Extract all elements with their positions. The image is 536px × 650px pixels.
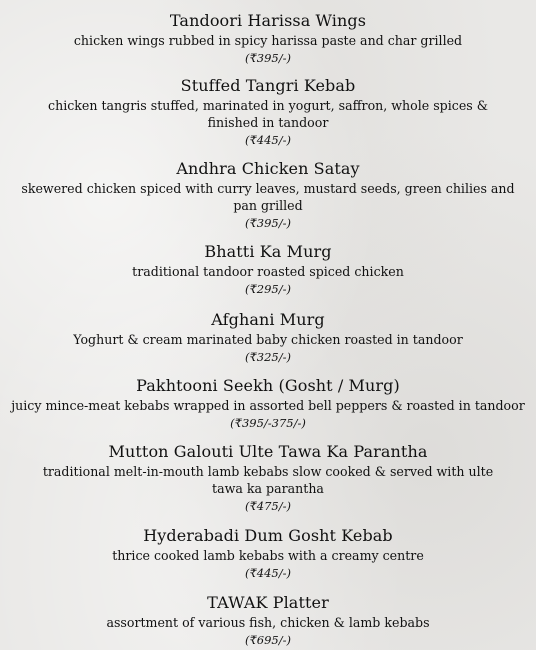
menu-item-andhra-chicken-satay — [0, 159, 536, 231]
dish-description: skewered chicken spiced with curry leaves, mustard seeds, green chilies and pan grilled — [21, 181, 515, 213]
dish-price: (₹445/-) — [245, 566, 291, 580]
dish-name: Hyderabadi Dum Gosht Kebab — [143, 526, 393, 545]
dish-name: TAWAK Platter — [207, 593, 329, 612]
menu-item-afghani-murg — [0, 310, 536, 365]
dish-description: juicy mince-meat kebabs wrapped in assorted bell peppers & roasted in tandoor — [11, 398, 525, 413]
menu-item-pakhtooni-seekh — [0, 376, 536, 431]
dish-description: Yoghurt & cream marinated baby chicken roasted in tandoor — [73, 332, 463, 347]
dish-name: Mutton Galouti Ulte Tawa Ka Parantha — [108, 442, 428, 461]
dish-description: assortment of various fish, chicken & lamb kebabs — [106, 615, 430, 630]
menu-item-bhatti-ka-murg — [0, 242, 536, 297]
dish-description: chicken tangris stuffed, marinated in yogurt, saffron, whole spices & finished in tandoor — [48, 98, 488, 130]
menu-item-stuffed-tangri-kebab — [0, 76, 536, 148]
dish-description: thrice cooked lamb kebabs with a creamy centre — [112, 548, 424, 563]
dish-price: (₹475/-) — [245, 499, 291, 513]
dish-name: Pakhtooni Seekh (Gosht / Murg) — [136, 376, 400, 395]
dish-description: chicken wings rubbed in spicy harissa paste and char grilled — [73, 33, 463, 48]
menu-item-tandoori-harissa-wings — [0, 11, 536, 66]
dish-price: (₹695/-) — [245, 633, 291, 647]
dish-price: (₹325/-) — [245, 350, 291, 364]
dish-price: (₹395/-) — [245, 51, 291, 65]
dish-price: (₹445/-) — [245, 133, 291, 147]
menu-item-mutton-galouti — [0, 442, 536, 514]
dish-price: (₹395/-) — [245, 216, 291, 230]
dish-price: (₹395/-375/-) — [230, 416, 306, 430]
menu-item-hyderabadi-dum-gosht-kebab — [0, 526, 536, 581]
dish-description: traditional melt-in-mouth lamb kebabs slow cooked & served with ulte tawa ka parantha — [42, 464, 494, 496]
menu-item-tawak-platter — [0, 593, 536, 648]
dish-description: traditional tandoor roasted spiced chicken — [132, 264, 404, 279]
dish-name: Stuffed Tangri Kebab — [180, 76, 356, 95]
dish-name: Afghani Murg — [211, 310, 325, 329]
dish-name: Andhra Chicken Satay — [176, 159, 360, 178]
dish-name: Bhatti Ka Murg — [204, 242, 332, 261]
dish-name: Tandoori Harissa Wings — [169, 11, 367, 30]
dish-price: (₹295/-) — [245, 282, 291, 296]
